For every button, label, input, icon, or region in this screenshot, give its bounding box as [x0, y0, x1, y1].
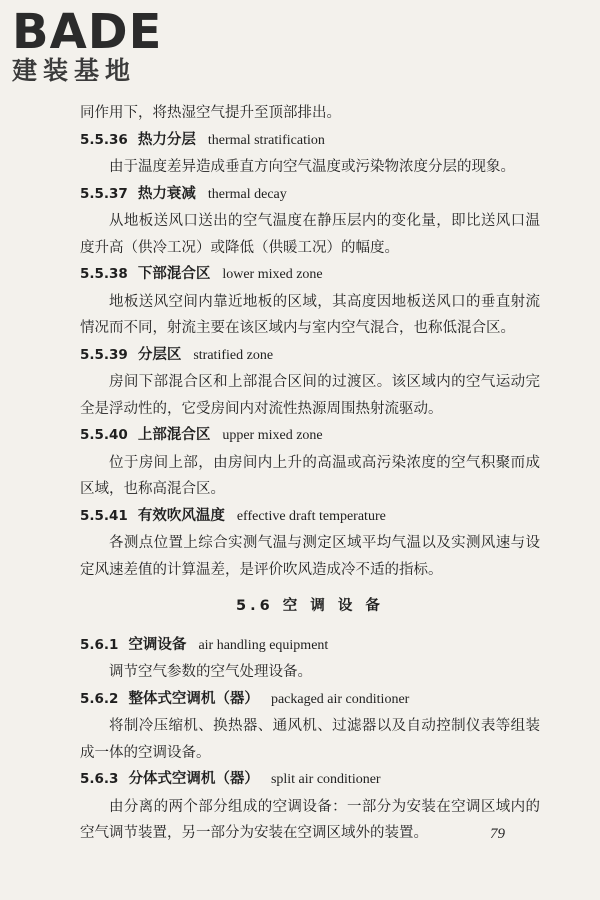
term-chinese: 分层区 [137, 345, 182, 363]
continued-paragraph: 同作用下，将热湿空气提升至顶部排出。 [80, 105, 341, 121]
term-number: 5.5.41 [80, 507, 128, 524]
term-english: air handling equipment [198, 637, 329, 653]
term-definition: 地板送风空间内靠近地板的区域，其高度因地板送风口的垂直射流情况而不同，射流主要在该区域内与室内空气混合，也称低混合区。 [80, 293, 540, 336]
term-heading [80, 632, 540, 660]
term-entry-5-5-39 [80, 342, 540, 423]
term-chinese: 下部混合区 [137, 265, 211, 282]
term-english: stratified zone [193, 347, 274, 363]
term-definition: 由于温度差异造成垂直方向空气温度或污染物浓度分层的现象。 [109, 159, 515, 175]
term-english: thermal stratification [207, 132, 325, 148]
term-chinese: 热力衰减 [137, 184, 196, 202]
term-definition: 房间下部混合区和上部混合区间的过渡区。该区域内的空气运动完全是浮动性的，它受房间内对流性热源周围热射流驱动。 [80, 374, 540, 417]
term-heading [80, 766, 540, 794]
term-entry-5-5-37 [80, 181, 540, 262]
term-chinese: 整体式空调机（器） [128, 689, 259, 707]
term-definition: 将制冷压缩机、换热器、通风机、过滤器以及自动控制仪表等组装成一体的空调设备。 [80, 718, 540, 761]
term-entry-5-5-40 [80, 422, 540, 503]
term-english: effective draft temperature [236, 508, 386, 524]
term-heading [80, 503, 540, 531]
term-definition: 从地板送风口送出的空气温度在静压层内的变化量，即比送风口温度升高（供冷工况）或降低（供暖工况）的幅度。 [80, 213, 540, 256]
term-number: 5.5.38 [80, 266, 128, 282]
logo-chinese-name: 建装基地 [12, 56, 137, 85]
page-body [80, 100, 540, 847]
term-entry-5-6-1 [80, 632, 540, 686]
term-entry-5-5-36 [80, 127, 540, 181]
term-entry-5-5-41 [80, 503, 540, 584]
term-number: 5.5.37 [80, 185, 128, 202]
term-chinese: 空调设备 [128, 635, 187, 653]
term-number: 5.6.2 [80, 690, 119, 707]
term-heading [80, 261, 540, 289]
term-chinese: 上部混合区 [137, 426, 211, 443]
page-number: 79 [490, 826, 505, 842]
section-title: 5.6 空 调 设 备 [236, 598, 384, 614]
term-entry-5-5-38 [80, 261, 540, 342]
term-heading [80, 342, 540, 370]
term-number: 5.5.40 [80, 427, 128, 443]
term-entry-5-6-3 [80, 766, 540, 847]
term-number: 5.6.3 [80, 771, 119, 787]
term-english: thermal decay [207, 186, 287, 202]
term-chinese: 有效吹风温度 [137, 506, 225, 524]
term-heading [80, 181, 540, 209]
term-entry-5-6-2 [80, 686, 540, 767]
term-heading [80, 127, 540, 155]
term-chinese: 热力分层 [137, 130, 196, 148]
bade-logo [12, 6, 182, 92]
term-chinese: 分体式空调机（器） [128, 770, 259, 787]
term-number: 5.5.39 [80, 346, 128, 363]
term-definition: 位于房间上部，由房间内上升的高温或高污染浓度的空气积聚而成区域，也称高混合区。 [80, 454, 540, 497]
term-number: 5.5.36 [80, 131, 128, 148]
term-english: lower mixed zone [222, 267, 323, 282]
term-definition: 调节空气参数的空气处理设备。 [109, 664, 312, 680]
term-english: packaged air conditioner [270, 691, 410, 707]
term-number: 5.6.1 [80, 636, 119, 653]
term-english: upper mixed zone [222, 428, 323, 443]
term-heading [80, 422, 540, 450]
term-heading [80, 686, 540, 714]
term-definition: 由分离的两个部分组成的空调设备：一部分为安装在空调区域内的空气调节装置，另一部分为安装在空调区域外的装置。 [80, 798, 540, 841]
term-definition: 各测点位置上综合实测气温与测定区域平均气温以及实测风速与设定风速差值的计算温差，是评价吹风造成冷不适的指标。 [80, 535, 540, 578]
term-english: split air conditioner [270, 772, 381, 787]
logo-wordmark: BADE [12, 4, 163, 60]
